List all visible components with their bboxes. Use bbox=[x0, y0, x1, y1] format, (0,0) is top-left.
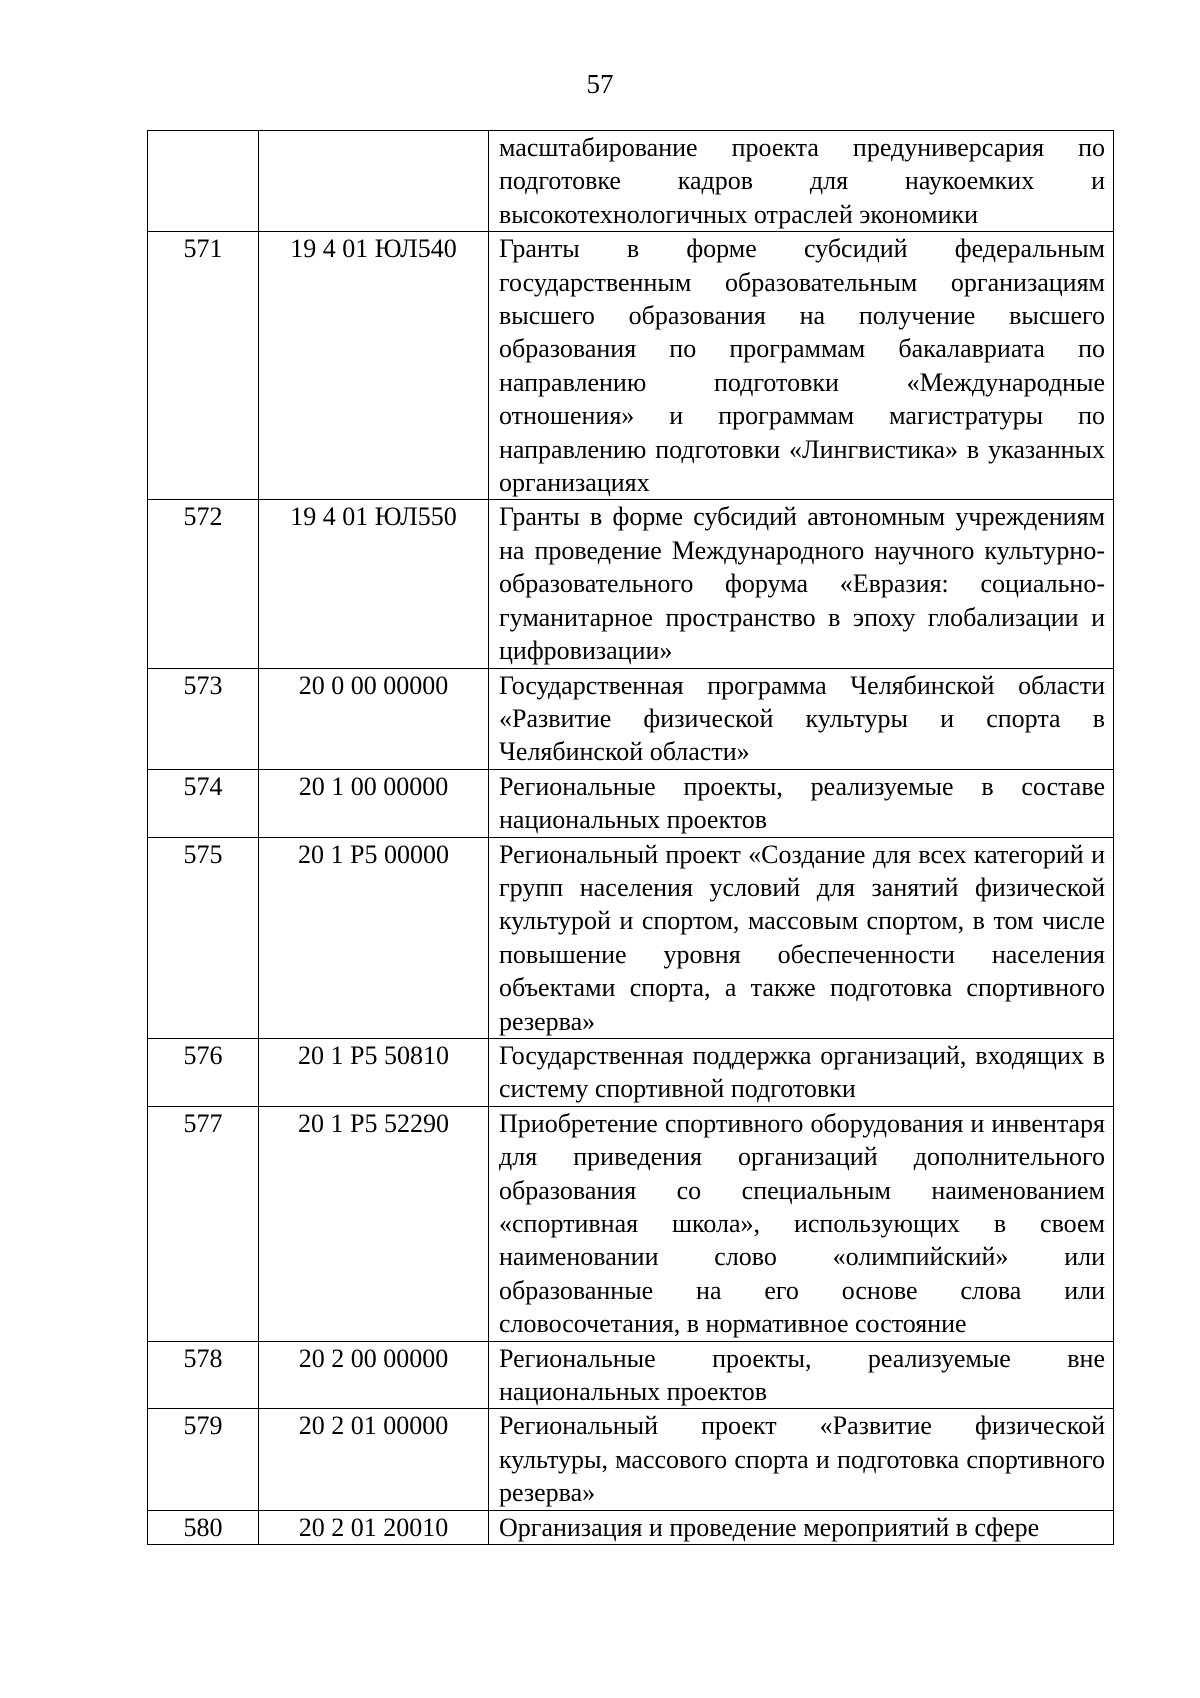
row-number-cell: 575 bbox=[148, 837, 259, 1038]
table-row bbox=[148, 1341, 1114, 1409]
description-cell: Региональные проекты, реализуемые вне национальных проектов bbox=[489, 1341, 1114, 1409]
table-row bbox=[148, 232, 1114, 500]
row-number-cell: 579 bbox=[148, 1409, 259, 1510]
row-number-cell bbox=[148, 131, 259, 232]
page-number: 57 bbox=[586, 69, 614, 99]
target-code-cell: 20 2 01 00000 bbox=[259, 1409, 489, 1510]
description-cell: Гранты в форме субсидий автономным учреждениям на проведение Международного научного культурно-образовательного форума «Евразия: социально-гуманитарное пространство в эпоху глобализации и цифровизации» bbox=[489, 500, 1114, 668]
row-number-cell: 580 bbox=[148, 1510, 259, 1544]
table-row bbox=[148, 837, 1114, 1038]
description-cell: Организация и проведение мероприятий в сфере bbox=[489, 1510, 1114, 1544]
description-cell: Гранты в форме субсидий федеральным государственным образовательным организациям высшего образования на получение высшего образования по программам бакалавриата по направлению подготовки «Международные отношения» и программам магистратуры по направлению подготовки «Лингвистика» в указанных организациях bbox=[489, 232, 1114, 500]
target-code-cell: 19 4 01 ЮЛ550 bbox=[259, 500, 489, 668]
row-number-cell: 578 bbox=[148, 1341, 259, 1409]
description-cell: Государственная поддержка организаций, входящих в систему спортивной подготовки bbox=[489, 1038, 1114, 1106]
row-number-cell: 576 bbox=[148, 1038, 259, 1106]
row-number-cell: 572 bbox=[148, 500, 259, 668]
budget-classification-table bbox=[147, 130, 1114, 1545]
target-code-cell: 20 1 Р5 00000 bbox=[259, 837, 489, 1038]
table-row bbox=[148, 1106, 1114, 1341]
description-cell: Приобретение спортивного оборудования и инвентаря для приведения организаций дополнительного образования со специальным наименованием «спортивная школа», использующих в своем наименовании слово «олимпийский» или образованные на его основе слова или словосочетания, в нормативное состояние bbox=[489, 1106, 1114, 1341]
target-code-cell: 20 1 Р5 52290 bbox=[259, 1106, 489, 1341]
target-code-cell: 20 2 00 00000 bbox=[259, 1341, 489, 1409]
table-row bbox=[148, 131, 1114, 232]
target-code-cell: 19 4 01 ЮЛ540 bbox=[259, 232, 489, 500]
description-cell: масштабирование проекта предуниверсария по подготовке кадров для наукоемких и высокотехнологичных отраслей экономики bbox=[489, 131, 1114, 232]
target-code-cell: 20 2 01 20010 bbox=[259, 1510, 489, 1544]
table-row bbox=[148, 1409, 1114, 1510]
description-cell: Региональный проект «Развитие физической культуры, массового спорта и подготовка спортивного резерва» bbox=[489, 1409, 1114, 1510]
row-number-cell: 574 bbox=[148, 769, 259, 837]
row-number-cell: 577 bbox=[148, 1106, 259, 1341]
target-code-cell: 20 0 00 00000 bbox=[259, 668, 489, 769]
row-number-cell: 571 bbox=[148, 232, 259, 500]
table-row bbox=[148, 668, 1114, 769]
description-cell: Региональные проекты, реализуемые в составе национальных проектов bbox=[489, 769, 1114, 837]
description-cell: Государственная программа Челябинской области «Развитие физической культуры и спорта в Челябинской области» bbox=[489, 668, 1114, 769]
target-code-cell bbox=[259, 131, 489, 232]
table-row bbox=[148, 1510, 1114, 1544]
target-code-cell: 20 1 Р5 50810 bbox=[259, 1038, 489, 1106]
description-cell: Региональный проект «Создание для всех категорий и групп населения условий для занятий физической культурой и спортом, массовым спортом, в том числе повышение уровня обеспеченности населения объектами спорта, а также подготовка спортивного резерва» bbox=[489, 837, 1114, 1038]
target-code-cell: 20 1 00 00000 bbox=[259, 769, 489, 837]
table-row bbox=[148, 769, 1114, 837]
table-row bbox=[148, 1038, 1114, 1106]
table-row bbox=[148, 500, 1114, 668]
row-number-cell: 573 bbox=[148, 668, 259, 769]
